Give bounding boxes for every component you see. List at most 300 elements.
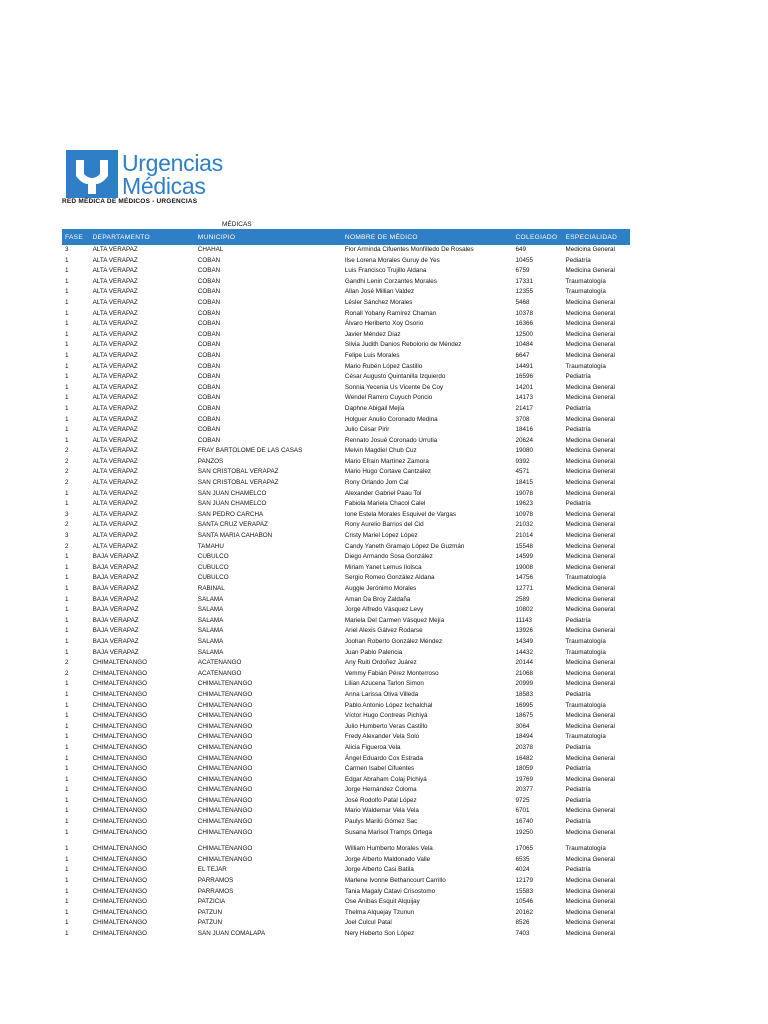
logo-mark-icon xyxy=(66,150,118,198)
cell-colegiado: 18583 xyxy=(515,690,533,698)
table-row xyxy=(62,844,630,855)
cell-colegiado: 18416 xyxy=(515,426,533,434)
cell-especialidad: Traumatología xyxy=(565,288,606,296)
cell-departamento: ALTA VERAPAZ xyxy=(92,256,138,264)
table-row xyxy=(62,701,630,712)
cell-departamento: CHIMALTENANGO xyxy=(92,898,148,906)
cell-colegiado: 19250 xyxy=(515,828,533,836)
table-row xyxy=(62,754,630,765)
cell-municipio: COBAN xyxy=(197,320,221,328)
table-row xyxy=(62,828,630,839)
cell-colegiado: 19769 xyxy=(515,775,533,783)
cell-departamento: BAJA VERAPAZ xyxy=(92,595,139,603)
cell-colegiado: 14756 xyxy=(515,574,533,582)
cell-especialidad: Traumatología xyxy=(565,574,606,582)
cell-especialidad: Pediatría xyxy=(565,818,591,826)
cell-especialidad: Pediatría xyxy=(565,765,591,773)
cell-departamento: ALTA VERAPAZ xyxy=(92,426,138,434)
cell-fase: 1 xyxy=(65,436,69,444)
cell-nombre: Mario Waldemar Vela Vela xyxy=(344,807,419,815)
cell-especialidad: Medicina General xyxy=(565,436,615,444)
cell-fase: 1 xyxy=(65,866,69,874)
cell-especialidad: Medicina General xyxy=(565,775,615,783)
table-row xyxy=(62,918,630,929)
cell-departamento: ALTA VERAPAZ xyxy=(92,532,138,540)
cell-especialidad: Traumatología xyxy=(565,637,606,645)
cell-especialidad: Medicina General xyxy=(565,563,615,571)
cell-fase: 2 xyxy=(65,669,69,677)
cell-nombre: Jorge Alberto Casi Batila xyxy=(344,866,414,874)
cell-nombre: Álvaro Heriberto Xoy Osorio xyxy=(344,320,424,328)
cell-fase: 3 xyxy=(65,510,69,518)
cell-colegiado: 6759 xyxy=(515,267,530,275)
cell-colegiado: 16596 xyxy=(515,373,533,381)
cell-municipio: COBAN xyxy=(197,288,221,296)
cell-departamento: CHIMALTENANGO xyxy=(92,796,148,804)
cell-especialidad: Medicina General xyxy=(565,468,615,476)
cell-municipio: PARRAMOS xyxy=(197,877,234,885)
cell-municipio: COBAN xyxy=(197,309,221,317)
cell-departamento: CHIMALTENANGO xyxy=(92,786,148,794)
cell-fase: 1 xyxy=(65,701,69,709)
cell-especialidad: Pediatría xyxy=(565,426,591,434)
cell-departamento: ALTA VERAPAZ xyxy=(92,404,138,412)
cell-departamento: ALTA VERAPAZ xyxy=(92,479,138,487)
cell-departamento: CHIMALTENANGO xyxy=(92,919,148,927)
cell-colegiado: 14201 xyxy=(515,383,533,391)
cell-especialidad: Medicina General xyxy=(565,553,615,561)
cell-fase: 2 xyxy=(65,468,69,476)
cell-nombre: Alicia Figueroa Vela xyxy=(344,743,401,751)
cell-nombre: Ronall Yobany Ramírez Chaman xyxy=(344,309,437,317)
cell-fase: 1 xyxy=(65,341,69,349)
cell-fase: 1 xyxy=(65,320,69,328)
cell-departamento: ALTA VERAPAZ xyxy=(92,510,138,518)
cell-colegiado: 3064 xyxy=(515,722,530,730)
table-row xyxy=(62,855,630,866)
cell-municipio: CHIMALTENANGO xyxy=(197,743,253,751)
table-row xyxy=(62,897,630,908)
cell-municipio: RABINAL xyxy=(197,585,225,592)
cell-colegiado: 16995 xyxy=(515,701,533,709)
cell-colegiado: 12500 xyxy=(515,330,533,338)
cell-nombre: Luis Francisco Trujillo Aldana xyxy=(344,267,427,275)
cell-municipio: CHIMALTENANGO xyxy=(197,690,253,698)
cell-departamento: CHIMALTENANGO xyxy=(92,680,148,688)
cell-departamento: ALTA VERAPAZ xyxy=(92,447,138,455)
cell-especialidad: Medicina General xyxy=(565,394,615,402)
cell-especialidad: Medicina General xyxy=(565,855,615,863)
cell-departamento: ALTA VERAPAZ xyxy=(92,246,138,253)
cell-fase: 1 xyxy=(65,765,69,773)
cell-especialidad: Medicina General xyxy=(565,828,615,836)
table-row xyxy=(62,425,630,436)
document-subtitle: RED MÉDICA DE MÉDICOS - URGENCIAS xyxy=(62,198,198,205)
cell-nombre: Miriam Yanet Lemus Ilolsca xyxy=(344,563,422,571)
cell-especialidad: Pediatría xyxy=(565,616,591,624)
cell-fase: 1 xyxy=(65,309,69,317)
cell-municipio: CUBULCO xyxy=(197,563,229,571)
cell-especialidad: Medicina General xyxy=(565,298,615,306)
cell-especialidad: Medicina General xyxy=(565,659,615,667)
cell-departamento: BAJA VERAPAZ xyxy=(92,627,139,635)
cell-nombre: Jorge Hernández Coloma xyxy=(344,786,417,794)
cell-municipio: CHIMALTENANGO xyxy=(197,701,253,709)
cell-especialidad: Traumatología xyxy=(565,648,606,656)
cell-municipio: PANZOS xyxy=(197,457,224,465)
cell-municipio: CUBULCO xyxy=(197,574,229,582)
cell-nombre: Julio Humberto Veras Castillo xyxy=(344,722,428,730)
cell-colegiado: 13926 xyxy=(515,627,533,635)
cell-nombre: Cristy Mariel López López xyxy=(344,532,418,540)
cell-colegiado: 10484 xyxy=(515,341,533,349)
cell-municipio: CHIMALTENANGO xyxy=(197,712,253,720)
cell-colegiado: 20624 xyxy=(515,436,533,444)
cell-fase: 1 xyxy=(65,394,69,402)
cell-fase: 1 xyxy=(65,500,69,508)
cell-fase: 1 xyxy=(65,373,69,381)
cell-nombre: Lésler Sánchez Morales xyxy=(344,298,413,306)
cell-fase: 1 xyxy=(65,277,69,285)
cell-fase: 1 xyxy=(65,855,69,863)
table-row xyxy=(62,542,630,553)
cell-municipio: COBAN xyxy=(197,277,221,285)
table-body xyxy=(62,245,630,940)
logo-line-2: Médicas xyxy=(122,173,206,199)
cell-departamento: CHIMALTENANGO xyxy=(92,855,148,863)
cell-municipio: SAN CRISTOBAL VERAPAZ xyxy=(197,479,279,487)
table-row xyxy=(62,436,630,447)
cell-departamento: CHIMALTENANGO xyxy=(92,807,148,815)
cell-fase: 1 xyxy=(65,267,69,275)
cell-especialidad: Medicina General xyxy=(565,887,615,895)
header-nombre: NOMBRE DE MÉDICO xyxy=(344,233,418,241)
cell-departamento: CHIMALTENANGO xyxy=(92,828,148,836)
cell-especialidad: Traumatología xyxy=(565,362,606,370)
cell-departamento: CHIMALTENANGO xyxy=(92,722,148,730)
cell-colegiado: 12179 xyxy=(515,877,533,885)
cell-especialidad: Medicina General xyxy=(565,722,615,730)
table-row xyxy=(62,531,630,542)
cell-colegiado: 19008 xyxy=(515,563,533,571)
cell-especialidad: Medicina General xyxy=(565,669,615,677)
cell-especialidad: Medicina General xyxy=(565,807,615,815)
cell-colegiado: 10455 xyxy=(515,256,533,264)
cell-municipio: COBAN xyxy=(197,404,221,412)
cell-nombre: Sergio Romeo González Aldana xyxy=(344,574,435,582)
cell-fase: 3 xyxy=(65,532,69,540)
table-row xyxy=(62,478,630,489)
cell-departamento: BAJA VERAPAZ xyxy=(92,648,139,656)
cell-municipio: COBAN xyxy=(197,298,221,306)
cell-departamento: ALTA VERAPAZ xyxy=(92,383,138,391)
cell-nombre: Alexander Gabriel Paau Tol xyxy=(344,489,422,497)
cell-departamento: CHIMALTENANGO xyxy=(92,712,148,720)
cell-fase: 1 xyxy=(65,606,69,614)
cell-colegiado: 18494 xyxy=(515,733,533,741)
cell-fase: 1 xyxy=(65,404,69,412)
urgencias-medicas-logo xyxy=(66,150,236,200)
cell-nombre: Mario Rubén López Castillo xyxy=(344,362,423,370)
cell-departamento: ALTA VERAPAZ xyxy=(92,542,138,550)
cell-especialidad: Medicina General xyxy=(565,712,615,720)
cell-municipio: CHIMALTENANGO xyxy=(197,807,253,815)
cell-fase: 1 xyxy=(65,574,69,582)
cell-municipio: COBAN xyxy=(197,351,221,359)
cell-colegiado: 17065 xyxy=(515,845,533,853)
cell-fase: 1 xyxy=(65,330,69,338)
table-row xyxy=(62,393,630,404)
cell-nombre: Nery Heberto Son López xyxy=(344,930,415,937)
cell-nombre: Rennato Josué Coronado Urrutia xyxy=(344,436,438,444)
cell-nombre: Ose Anibas Esquit Alquijay xyxy=(344,898,420,906)
cell-fase: 1 xyxy=(65,648,69,656)
table-row xyxy=(62,637,630,648)
cell-municipio: CHAHAL xyxy=(197,246,224,253)
cell-nombre: Carmen Isabel Cifuentes xyxy=(344,765,415,773)
cell-municipio: SALAMA xyxy=(197,606,224,614)
cell-municipio: ACATENANGO xyxy=(197,659,242,667)
table-row xyxy=(62,457,630,468)
cell-nombre: Rony Aurelio Barrios del Cid xyxy=(344,521,424,529)
header-colegiado: COLEGIADO xyxy=(515,233,558,241)
table-row xyxy=(62,908,630,919)
cell-colegiado: 21068 xyxy=(515,669,533,677)
cell-colegiado: 10546 xyxy=(515,898,533,906)
cell-municipio: COBAN xyxy=(197,426,221,434)
cell-nombre: Wendel Ramiro Cuyuch Poncio xyxy=(344,394,433,402)
cell-municipio: COBAN xyxy=(197,415,221,423)
cell-nombre: Mario Efraín Martínez Zamora xyxy=(344,457,429,465)
cell-departamento: BAJA VERAPAZ xyxy=(92,637,139,645)
cell-nombre: Lilian Azucena Tarlon Simon xyxy=(344,680,424,688)
cell-nombre: Aman Da Broy Zaldaña xyxy=(344,595,411,603)
cell-departamento: CHIMALTENANGO xyxy=(92,908,148,916)
cell-municipio: CHIMALTENANGO xyxy=(197,818,253,826)
table-row xyxy=(62,732,630,743)
cell-municipio: SANTA MARIA CAHABON xyxy=(197,532,273,540)
header-departamento: DEPARTAMENTO xyxy=(92,233,150,241)
cell-especialidad: Medicina General xyxy=(565,246,615,253)
cell-especialidad: Medicina General xyxy=(565,447,615,455)
cell-municipio: CHIMALTENANGO xyxy=(197,855,253,863)
cell-departamento: BAJA VERAPAZ xyxy=(92,606,139,614)
cell-fase: 1 xyxy=(65,828,69,836)
cell-especialidad: Medicina General xyxy=(565,341,615,349)
cell-fase: 1 xyxy=(65,362,69,370)
cell-colegiado: 5468 xyxy=(515,298,530,306)
cell-fase: 1 xyxy=(65,627,69,635)
cell-especialidad: Pediatría xyxy=(565,796,591,804)
cell-municipio: PATZUN xyxy=(197,908,223,916)
cell-especialidad: Traumatología xyxy=(565,845,606,853)
table-row xyxy=(62,764,630,775)
cell-municipio: CHIMALTENANGO xyxy=(197,775,253,783)
cell-colegiado: 14491 xyxy=(515,362,533,370)
cell-colegiado: 11143 xyxy=(515,616,533,624)
table-row xyxy=(62,584,630,595)
cell-especialidad: Pediatría xyxy=(565,743,591,751)
cell-fase: 1 xyxy=(65,919,69,927)
cell-nombre: Joohan Roberto González Méndez xyxy=(344,637,443,645)
cell-nombre: Fredy Alexander Vela Solo xyxy=(344,733,420,741)
table-row xyxy=(62,711,630,722)
cell-departamento: ALTA VERAPAZ xyxy=(92,298,138,306)
table-row xyxy=(62,785,630,796)
cell-departamento: CHIMALTENANGO xyxy=(92,669,148,677)
cell-fase: 1 xyxy=(65,489,69,497)
table-row xyxy=(62,876,630,887)
cell-municipio: CHIMALTENANGO xyxy=(197,786,253,794)
cell-fase: 1 xyxy=(65,426,69,434)
table-row xyxy=(62,415,630,426)
cell-nombre: Fabiola Mariela Chacol Calel xyxy=(344,500,426,508)
cell-fase: 1 xyxy=(65,288,69,296)
cell-colegiado: 18675 xyxy=(515,712,533,720)
cell-departamento: ALTA VERAPAZ xyxy=(92,489,138,497)
table-row xyxy=(62,404,630,415)
cell-colegiado: 21014 xyxy=(515,532,533,540)
cell-nombre: Daphne Abigail Mejía xyxy=(344,404,405,412)
cell-fase: 3 xyxy=(65,246,69,253)
cell-fase: 2 xyxy=(65,447,69,455)
cell-nombre: Diego Armando Sosa González xyxy=(344,553,433,561)
cell-colegiado: 6535 xyxy=(515,855,530,863)
cell-departamento: ALTA VERAPAZ xyxy=(92,468,138,476)
table-row xyxy=(62,595,630,606)
cell-municipio: SALAMA xyxy=(197,616,224,624)
table-row xyxy=(62,626,630,637)
cell-municipio: CHIMALTENANGO xyxy=(197,722,253,730)
cell-fase: 1 xyxy=(65,807,69,815)
table-row xyxy=(62,446,630,457)
cell-departamento: CHIMALTENANGO xyxy=(92,743,148,751)
cell-especialidad: Medicina General xyxy=(565,479,615,487)
cell-municipio: PATZUN xyxy=(197,919,223,927)
cell-nombre: Susana Marisol Tramps Ortega xyxy=(344,828,433,836)
cell-nombre: Julio César Pirir xyxy=(344,426,390,434)
cell-municipio: SALAMA xyxy=(197,627,224,635)
cell-municipio: CHIMALTENANGO xyxy=(197,680,253,688)
table-row xyxy=(62,351,630,362)
cell-municipio: FRAY BARTOLOME DE LAS CASAS xyxy=(197,447,303,455)
cell-especialidad: Medicina General xyxy=(565,595,615,603)
cell-fase: 1 xyxy=(65,818,69,826)
cell-nombre: Candy Yaneth Gramajo López De Guzmán xyxy=(344,542,465,550)
cell-colegiado: 19078 xyxy=(515,489,533,497)
cell-nombre: Marlene Ivonne Bethancourt Carrillo xyxy=(344,877,446,885)
table-row xyxy=(62,520,630,531)
table-row xyxy=(62,679,630,690)
section-label: MÉDICAS xyxy=(222,221,252,228)
cell-departamento: ALTA VERAPAZ xyxy=(92,373,138,381)
cell-fase: 1 xyxy=(65,733,69,741)
cell-fase: 1 xyxy=(65,887,69,895)
cell-fase: 1 xyxy=(65,754,69,762)
cell-municipio: CHIMALTENANGO xyxy=(197,733,253,741)
cell-departamento: BAJA VERAPAZ xyxy=(92,616,139,624)
cell-especialidad: Medicina General xyxy=(565,680,615,688)
table-row xyxy=(62,489,630,500)
cell-departamento: ALTA VERAPAZ xyxy=(92,521,138,529)
cell-nombre: Silvia Judith Danios Rebolorio de Méndez xyxy=(344,341,462,349)
cell-fase: 1 xyxy=(65,553,69,561)
cell-fase: 1 xyxy=(65,351,69,359)
cell-nombre: Jorge Alfredo Vásquez Levy xyxy=(344,606,424,614)
cell-municipio: CHIMALTENANGO xyxy=(197,765,253,773)
cell-municipio: COBAN xyxy=(197,394,221,402)
cell-colegiado: 2589 xyxy=(515,595,530,603)
cell-especialidad: Pediatría xyxy=(565,690,591,698)
table-row xyxy=(62,775,630,786)
cell-especialidad: Pediatría xyxy=(565,256,591,264)
cell-municipio: TAMAHU xyxy=(197,542,224,550)
cell-departamento: BAJA VERAPAZ xyxy=(92,585,139,592)
cell-colegiado: 14349 xyxy=(515,637,533,645)
cell-nombre: William Humberto Morales Vela xyxy=(344,845,433,853)
cell-fase: 1 xyxy=(65,877,69,885)
table-row xyxy=(62,362,630,373)
cell-municipio: CHIMALTENANGO xyxy=(197,845,253,853)
table-row xyxy=(62,298,630,309)
table-row xyxy=(62,743,630,754)
cell-especialidad: Medicina General xyxy=(565,351,615,359)
cell-especialidad: Medicina General xyxy=(565,606,615,614)
cell-colegiado: 18415 xyxy=(515,479,533,487)
table-row xyxy=(62,573,630,584)
cell-especialidad: Medicina General xyxy=(565,330,615,338)
table-row xyxy=(62,340,630,351)
cell-fase: 2 xyxy=(65,479,69,487)
cell-municipio: COBAN xyxy=(197,362,221,370)
table-row xyxy=(62,256,630,267)
cell-colegiado: 8526 xyxy=(515,919,530,927)
cell-nombre: Anna Larissa Oliva Villeda xyxy=(344,690,419,698)
table-row xyxy=(62,722,630,733)
cell-colegiado: 16482 xyxy=(515,754,533,762)
cell-departamento: CHIMALTENANGO xyxy=(92,690,148,698)
cell-municipio: COBAN xyxy=(197,341,221,349)
cell-departamento: ALTA VERAPAZ xyxy=(92,341,138,349)
cell-municipio: COBAN xyxy=(197,330,221,338)
table-row xyxy=(62,372,630,383)
cell-nombre: Edgar Abraham Colaj Pichiyá xyxy=(344,775,427,783)
cell-colegiado: 20162 xyxy=(515,908,533,916)
cell-colegiado: 20378 xyxy=(515,743,533,751)
cell-nombre: Flor Arminda Cifuentes Monfilledo De Rosales xyxy=(344,246,474,253)
cell-nombre: Javier Méndez Díaz xyxy=(344,330,401,338)
table-row xyxy=(62,499,630,510)
cell-fase: 1 xyxy=(65,637,69,645)
cell-municipio: COBAN xyxy=(197,267,221,275)
cell-fase: 1 xyxy=(65,908,69,916)
cell-fase: 1 xyxy=(65,722,69,730)
cell-colegiado: 649 xyxy=(515,246,526,253)
table-row xyxy=(62,796,630,807)
table-row xyxy=(62,266,630,277)
cell-colegiado: 6647 xyxy=(515,351,530,359)
cell-departamento: BAJA VERAPAZ xyxy=(92,574,139,582)
cell-municipio: SAN CRISTOBAL VERAPAZ xyxy=(197,468,279,476)
cell-nombre: Mario Hugo Cortave Cantzalez xyxy=(344,468,431,476)
cell-departamento: CHIMALTENANGO xyxy=(92,845,148,853)
cell-colegiado: 12771 xyxy=(515,585,533,592)
table-row xyxy=(62,383,630,394)
table-row xyxy=(62,510,630,521)
cell-especialidad: Medicina General xyxy=(565,489,615,497)
cell-colegiado: 15583 xyxy=(515,887,533,895)
header-especialidad: ESPECIALIDAD xyxy=(565,233,618,241)
